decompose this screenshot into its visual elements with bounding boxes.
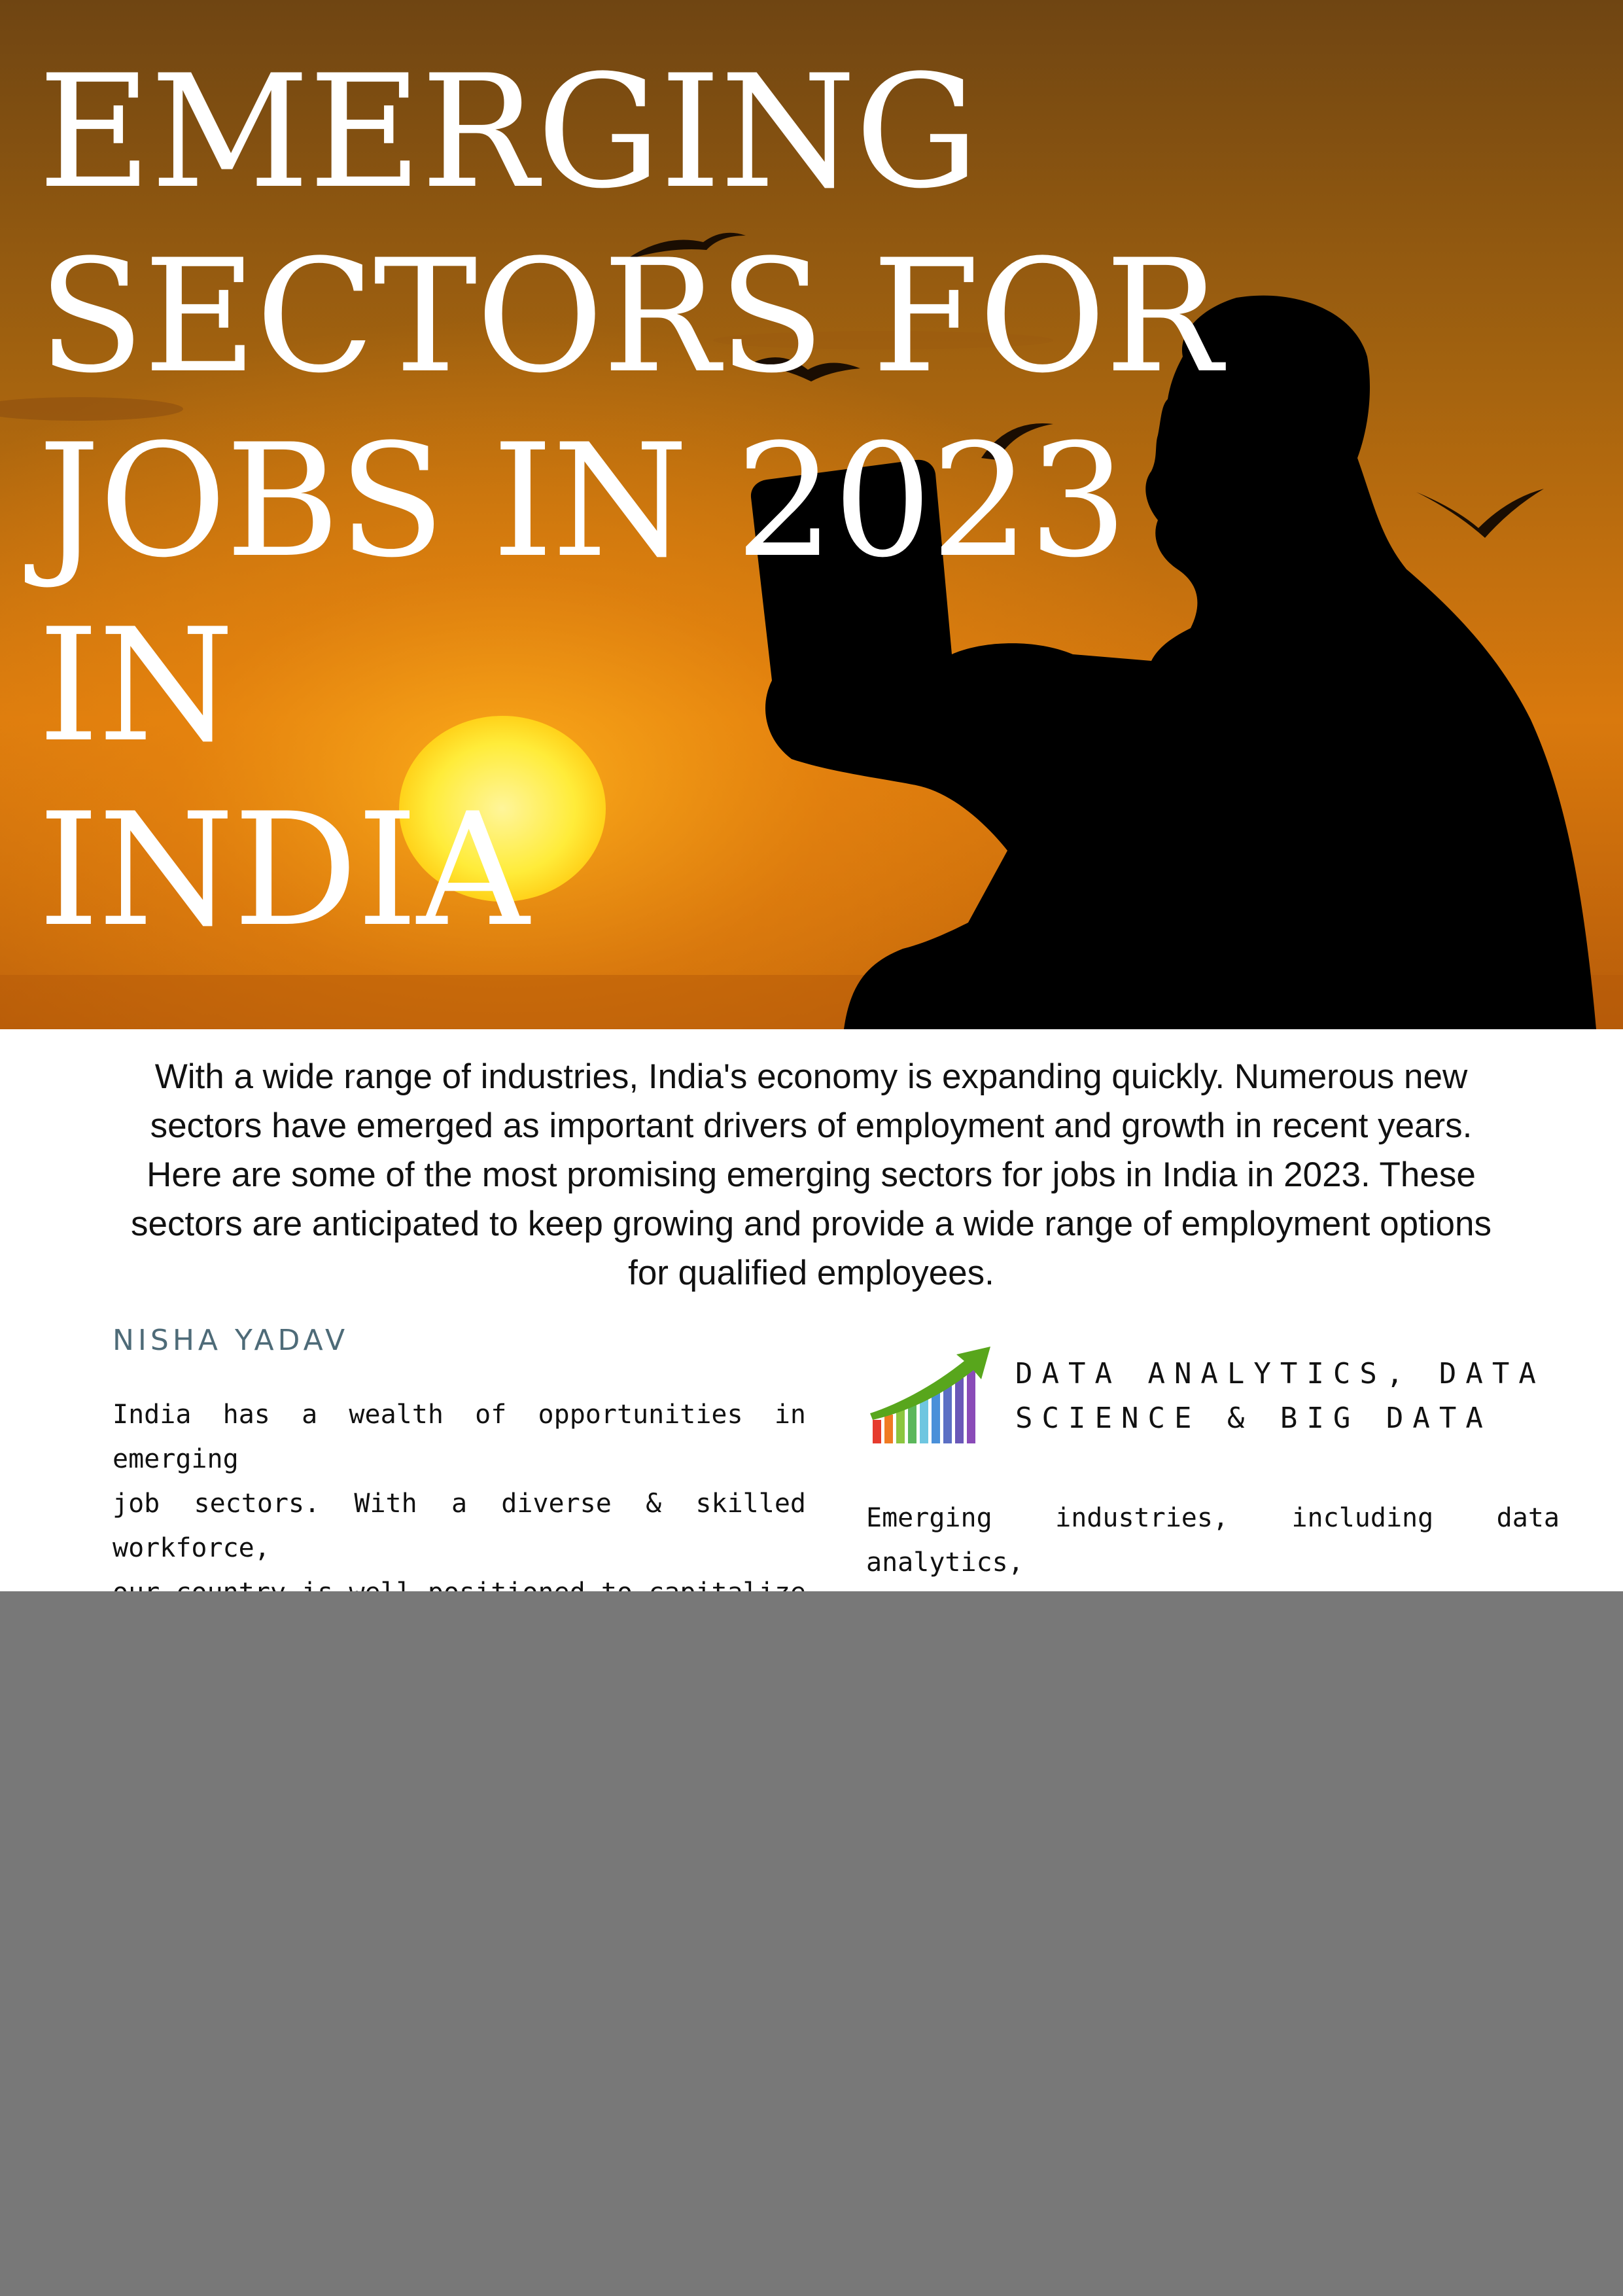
hero-banner xyxy=(0,0,1623,1029)
title-line: EMERGING xyxy=(38,42,978,223)
author-name: NISHA YADAV xyxy=(113,1324,349,1357)
page-title xyxy=(38,41,1281,963)
heading-line: DATA ANALYTICS, DATA xyxy=(1015,1357,1545,1390)
text-line: Emerging industries, including data analytics, xyxy=(866,1503,1560,1578)
title-line: JOBS IN 2023 IN xyxy=(38,411,1126,777)
growth-chart-icon xyxy=(866,1343,994,1447)
heading-line: SCIENCE & BIG DATA xyxy=(1015,1402,1492,1435)
gray-overlay xyxy=(0,1591,1623,2296)
text-line: India has a wealth of opportunities in emerging xyxy=(113,1400,806,1474)
section-heading xyxy=(1015,1352,1558,1441)
intro-paragraph: With a wide range of industries, India's economy is expanding quickly. Numerous new sectors have emerged as important drivers of employment and growth in recent years. Here are some of the most promising emerging sectors for jobs in India in 2023. These sectors are anticipated to keep growing and provide a wide range of employment options for qualified employees. xyxy=(130,1057,1492,1292)
title-line: INDIA xyxy=(38,780,528,961)
title-line: SECTORS FOR xyxy=(38,226,1221,408)
text-line: job sectors. With a diverse & skilled workforce, xyxy=(113,1489,806,1563)
